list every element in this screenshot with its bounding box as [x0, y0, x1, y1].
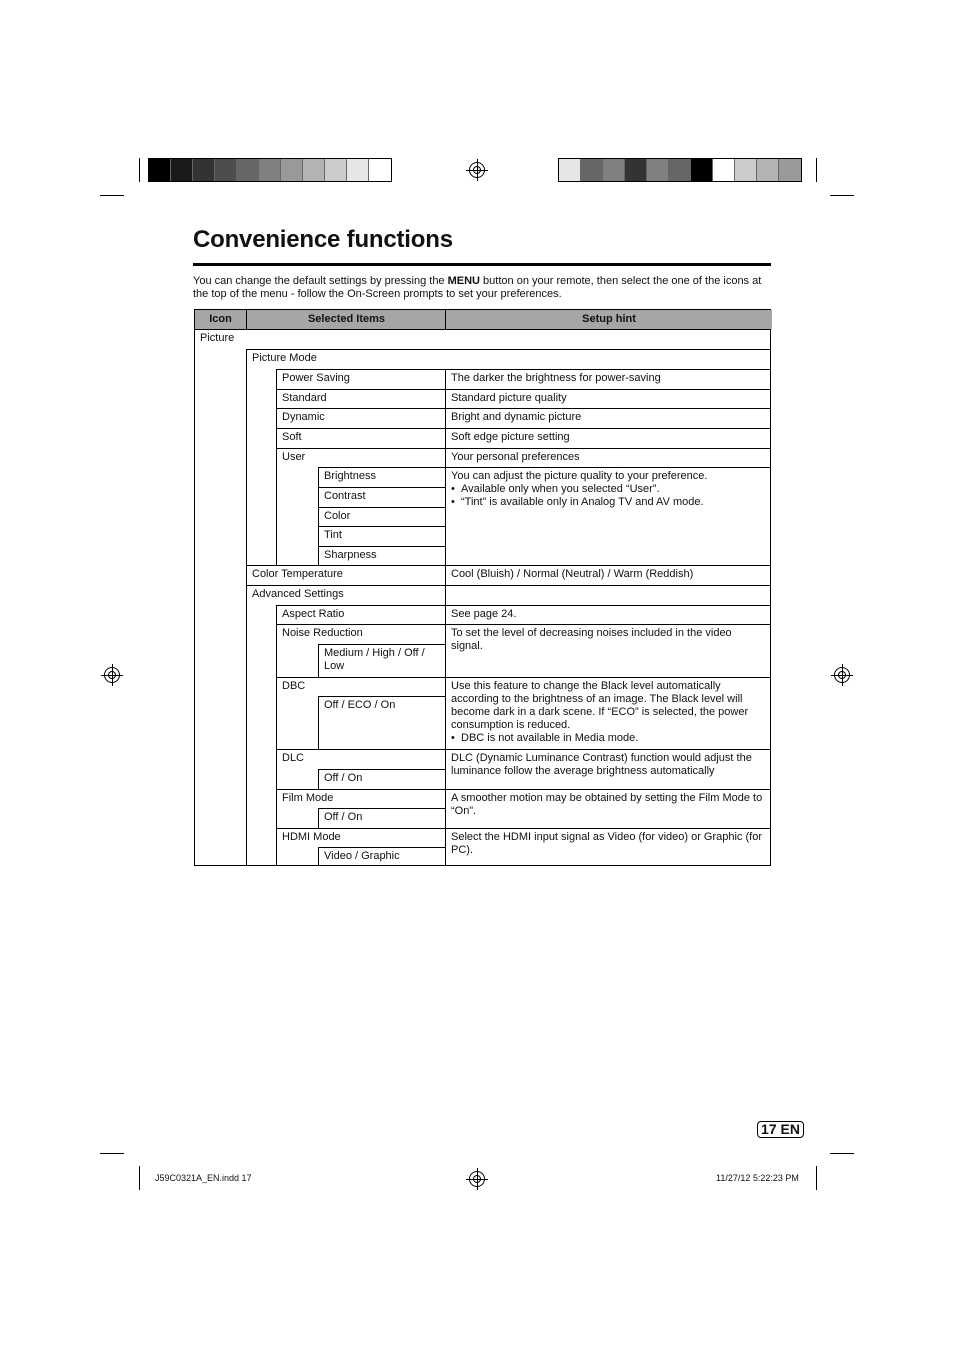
color-swatch — [757, 159, 779, 181]
power-saving-hint: The darker the brightness for power-saving — [445, 369, 771, 389]
dbc-hint-text: Use this feature to change the Black level automatically according to the brightness of an image. The Black level will become dark in a dark scene. If “ECO” is selected, the power consumption is reduced. — [451, 680, 749, 731]
brightness-item: Brightness — [318, 467, 445, 487]
noise-reduction-options: Medium / High / Off / Low — [318, 644, 445, 677]
registration-mark-icon — [834, 667, 850, 683]
color-swatch — [647, 159, 669, 181]
dlc-gutter — [276, 769, 318, 789]
noise-reduction-item: Noise Reduction — [276, 624, 445, 644]
dlc-item: DLC — [276, 749, 445, 769]
crop-mark — [139, 158, 140, 182]
hdmi-mode-options: Video / Graphic — [318, 847, 445, 865]
color-swatch — [215, 159, 237, 181]
adjust-hint — [445, 467, 771, 565]
intro-part2: button on your remote, then select the one of the icons at the top of the menu - follow the On-Screen prompts to set your preferences. — [193, 275, 762, 300]
user-children-left — [276, 467, 277, 565]
picture-mode-row: Picture Mode — [246, 349, 771, 369]
crop-mark — [100, 195, 124, 196]
crop-mark — [816, 158, 817, 182]
aspect-ratio-hint: See page 24. — [445, 605, 771, 624]
film-mode-options: Off / On — [318, 808, 445, 828]
color-swatch — [735, 159, 757, 181]
soft-item: Soft — [276, 428, 445, 448]
sharpness-item: Sharpness — [318, 546, 445, 565]
noise-reduction-hint: To set the level of decreasing noises included in the video signal. — [445, 624, 771, 677]
registration-mark-icon — [469, 1171, 485, 1187]
soft-hint: Soft edge picture setting — [445, 428, 771, 448]
adjust-bullet: • “Tint” is available only in Analog TV and AV mode. — [461, 496, 766, 509]
adjust-bullet: • Available only when you selected “User”. — [461, 483, 766, 496]
user-hint: Your personal preferences — [445, 448, 771, 467]
color-swatch — [237, 159, 259, 181]
registration-mark-icon — [469, 162, 485, 178]
dbc-item: DBC — [276, 677, 445, 696]
crop-mark — [100, 1153, 124, 1154]
registration-mark-icon — [104, 667, 120, 683]
color-swatch — [779, 159, 801, 181]
color-swatch — [325, 159, 347, 181]
hdmi-mode-hint: Select the HDMI input signal as Video (for video) or Graphic (for PC). — [445, 828, 771, 865]
crop-mark — [830, 1153, 854, 1154]
settings-table — [194, 309, 771, 866]
film-mode-hint: A smoother motion may be obtained by setting the Film Mode to “On”. — [445, 789, 771, 828]
crop-mark — [139, 1166, 140, 1190]
color-swatch — [281, 159, 303, 181]
hdmi-mode-item: HDMI Mode — [276, 828, 445, 847]
dlc-options: Off / On — [318, 769, 445, 789]
header-icon: Icon — [195, 310, 246, 329]
dynamic-hint: Bright and dynamic picture — [445, 408, 771, 428]
color-swatch — [369, 159, 391, 181]
hdmi-mode-gutter — [276, 847, 318, 865]
dlc-hint: DLC (Dynamic Luminance Contrast) function would adjust the luminance follow the average brightness automatically — [445, 749, 771, 789]
standard-item: Standard — [276, 389, 445, 408]
film-mode-gutter — [276, 808, 318, 828]
page-title: Convenience functions — [193, 226, 453, 253]
color-swatch — [303, 159, 325, 181]
right-color-bar — [558, 158, 802, 182]
color-swatch — [603, 159, 625, 181]
color-item: Color — [318, 507, 445, 526]
color-swatch — [259, 159, 281, 181]
color-swatch — [713, 159, 735, 181]
header-setup-hint: Setup hint — [445, 310, 772, 329]
title-underline — [193, 263, 771, 266]
color-swatch — [193, 159, 215, 181]
advanced-settings-hint — [445, 585, 771, 605]
color-temperature-hint: Cool (Bluish) / Normal (Neutral) / Warm (Reddish) — [445, 565, 771, 585]
user-item: User — [276, 448, 445, 467]
dbc-gutter — [276, 696, 318, 749]
color-swatch — [171, 159, 193, 181]
menu-keyword: MENU — [447, 275, 480, 287]
intro-text — [193, 275, 773, 301]
aspect-ratio-item: Aspect Ratio — [276, 605, 445, 624]
header-selected-items: Selected Items — [246, 310, 446, 329]
dynamic-item: Dynamic — [276, 408, 445, 428]
dbc-hint — [445, 677, 771, 749]
left-color-bar — [148, 158, 392, 182]
color-swatch — [691, 159, 713, 181]
color-swatch — [149, 159, 171, 181]
contrast-item: Contrast — [318, 487, 445, 507]
color-temperature-item: Color Temperature — [246, 565, 445, 585]
page-number: 17 EN — [757, 1121, 804, 1138]
intro-part1: You can change the default settings by pressing the — [193, 275, 448, 287]
tint-item: Tint — [318, 526, 445, 546]
color-swatch — [625, 159, 647, 181]
film-mode-item: Film Mode — [276, 789, 445, 808]
power-saving-item: Power Saving — [276, 369, 445, 389]
dbc-bullet: • DBC is not available in Media mode. — [461, 732, 766, 745]
footer-datetime: 11/27/12 5:22:23 PM — [716, 1173, 799, 1183]
color-swatch — [559, 159, 581, 181]
crop-mark — [830, 195, 854, 196]
color-swatch — [347, 159, 369, 181]
adjust-hint-text: You can adjust the picture quality to your preference. — [451, 470, 708, 482]
noise-reduction-gutter — [276, 644, 318, 677]
crop-mark — [816, 1166, 817, 1190]
picture-row: Picture — [195, 329, 771, 349]
dbc-options: Off / ECO / On — [318, 696, 445, 749]
color-swatch — [669, 159, 691, 181]
advanced-settings-item: Advanced Settings — [246, 585, 445, 605]
standard-hint: Standard picture quality — [445, 389, 771, 408]
footer-file: J59C0321A_EN.indd 17 — [155, 1173, 252, 1183]
color-swatch — [581, 159, 603, 181]
